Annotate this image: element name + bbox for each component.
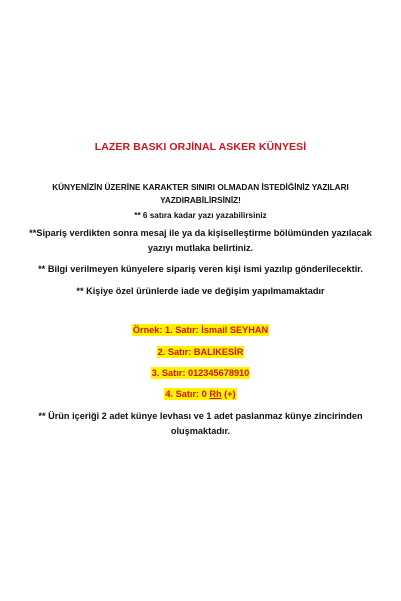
highlighted-text: Örnek: 1. Satır: İsmail SEYHAN [132, 325, 269, 335]
info-order-message [10, 226, 391, 256]
info-package-contents [10, 409, 391, 439]
highlighted-text: 3. Satır: 012345678910 [151, 368, 250, 378]
example-line-4 [0, 389, 401, 399]
example-prefix: 4. Satır: 0 [165, 389, 210, 399]
highlighted-text [164, 388, 236, 400]
example-line-2 [0, 347, 401, 357]
info-line: KÜNYENİZİN ÜZERİNE KARAKTER SINIRI OLMADAN İSTEDİĞİNİZ YAZILARI [52, 183, 349, 192]
info-line: yazıyı mutlaka belirtiniz. [147, 243, 254, 253]
info-line: YAZDIRABİLİRSİNİZ! [160, 196, 241, 205]
info-unlimited-characters [10, 181, 391, 207]
example-suffix: (+) [221, 389, 236, 399]
info-line: oluşmaktadır. [170, 426, 231, 436]
info-no-returns: ** Kişiye özel ürünlerde iade ve değişim yapılmamaktadır [76, 286, 325, 296]
blood-type-rh: Rh [209, 389, 222, 399]
page-title: LAZER BASKI ORJİNAL ASKER KÜNYESİ [94, 141, 307, 153]
highlighted-text: 2. Satır: BALIKESİR [157, 347, 244, 357]
info-line: **Sipariş verdikten sonra mesaj ile ya da kişiselleştirme bölümünden yazılacak [29, 228, 372, 238]
info-six-lines: ** 6 satıra kadar yazı yazabilirsiniz [134, 211, 267, 220]
info-default-name: ** Bilgi verilmeyen künyelere sipariş veren kişi ismi yazılıp gönderilecektir. [38, 264, 363, 274]
info-line: ** Ürün içeriği 2 adet künye levhası ve 1 adet paslanmaz künye zincirinden [38, 411, 363, 421]
example-line-3 [0, 368, 401, 378]
example-line-1 [0, 325, 401, 335]
